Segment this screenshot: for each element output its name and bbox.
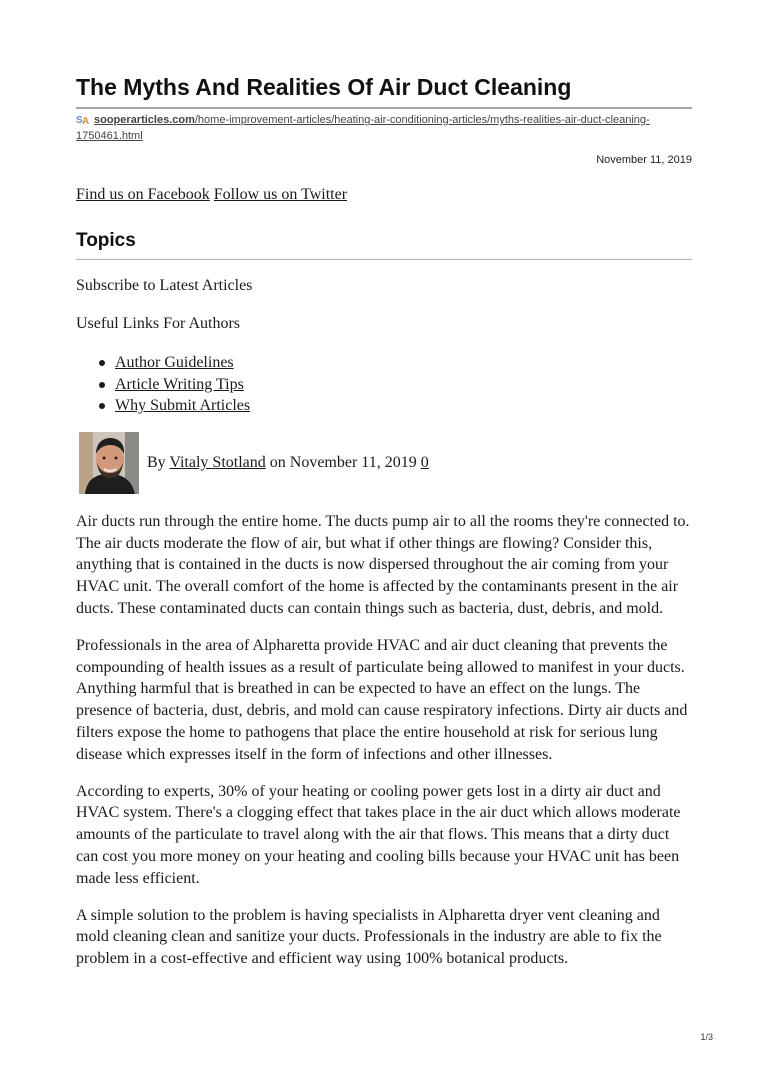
list-item: [76, 352, 250, 374]
article-body: [76, 511, 692, 985]
svg-text:A: A: [82, 116, 90, 125]
facebook-link[interactable]: Find us on Facebook: [76, 186, 210, 203]
source-url: [76, 112, 676, 144]
author-links-list: [76, 352, 250, 417]
article-paragraph: A simple solution to the problem is having specialists in Alpharetta dryer vent cleaning and mold cleaning clean and sanitize your ducts. Professionals in the industry are able to fix the problem in a cost-effective and efficient way using 100% botanical products.: [76, 906, 662, 968]
article-paragraph: According to experts, 30% of your heating or cooling power gets lost in a dirty air duct and HVAC system. There's a clogging effect that takes place in the air duct which allows moderate amounts of the particulate to travel along with the air that flows. This means that a dirty duct can cost you more money on your heating and cooling bills because your HVAC unit has been made less efficient.: [76, 782, 681, 887]
byline: [147, 454, 429, 472]
social-links: [76, 186, 347, 204]
bullet-icon: [99, 382, 105, 388]
title-divider: [76, 107, 692, 109]
author-avatar[interactable]: [79, 432, 139, 494]
article-paragraph: Air ducts run through the entire home. The ducts pump air to all the rooms they're connected to. The air ducts moderate the flow of air, but what if other things are flowing? Consider this, anything that is contained in the ducts is now dispersed throughout the air coming from your HVAC unit. The overall comfort of the home is affected by the contaminants present in the air ducts. These contaminated ducts can contain things such as bacteria, dust, debris, and mold.: [76, 513, 690, 617]
author-guidelines-link[interactable]: Author Guidelines: [115, 354, 234, 371]
bullet-icon: [99, 360, 105, 366]
byline-prefix: By: [147, 454, 166, 471]
page-number: 1/3: [700, 1032, 713, 1042]
author-link[interactable]: Vitaly Stotland: [169, 454, 266, 471]
author-avatar-wrap: [79, 432, 139, 494]
why-submit-articles-link[interactable]: Why Submit Articles: [115, 397, 251, 414]
byline-date: on November 11, 2019: [269, 454, 417, 471]
publish-date: November 11, 2019: [596, 154, 692, 166]
list-item: [76, 395, 250, 417]
source-domain-link[interactable]: sooperarticles.com: [94, 114, 195, 126]
source-path-link[interactable]: /home-improvement-articles/heating-air-conditioning-articles/myths-realities-air-duct-cleaning-1750461.html: [76, 114, 650, 142]
page-title: The Myths And Realities Of Air Duct Cleaning: [76, 74, 572, 100]
bullet-icon: [99, 403, 105, 409]
twitter-link[interactable]: Follow us on Twitter: [213, 186, 348, 203]
site-favicon-icon: [76, 113, 91, 125]
comments-count-link[interactable]: 0: [420, 454, 429, 471]
article-paragraph: Professionals in the area of Alpharetta provide HVAC and air duct cleaning that prevents the compounding of health issues as a result of particulate being allowed to manifest in your ducts. Anything harmful that is breathed in can be expected to have an effect on the lungs. The presence of bacteria, dust, debris, and mold can cause respiratory infections. Dirty air ducts and filters expose the home to pathogens that place the entire household at risk for serious lung disease which expresses itself in the form of infections and other illnesses.: [76, 637, 688, 763]
useful-links-label: Useful Links For Authors: [76, 315, 240, 332]
topics-heading: Topics: [76, 230, 136, 251]
subscribe-text: Subscribe to Latest Articles: [76, 277, 253, 294]
topics-divider: [76, 259, 692, 260]
list-item: [76, 374, 250, 396]
svg-text:S: S: [76, 115, 83, 125]
article-writing-tips-link[interactable]: Article Writing Tips: [115, 375, 244, 393]
